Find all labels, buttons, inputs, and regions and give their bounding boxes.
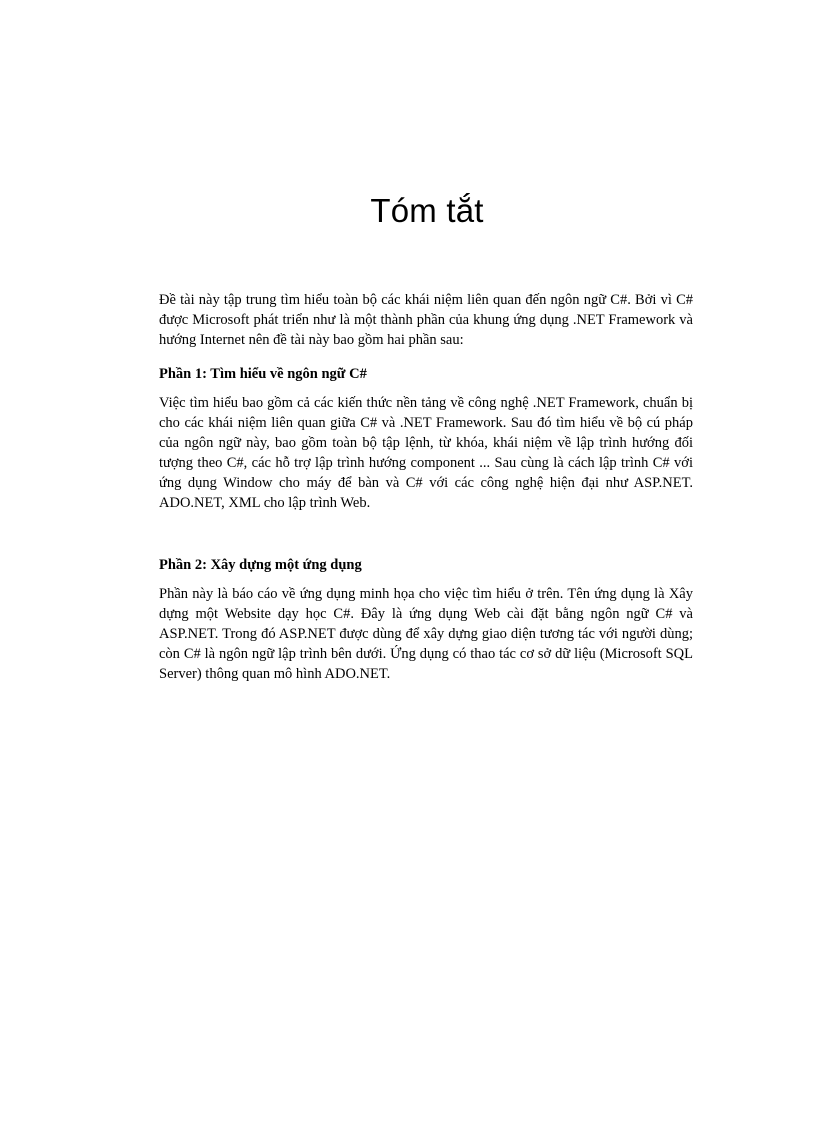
document-body: [159, 290, 693, 684]
page-title: Tóm tắt: [370, 192, 484, 229]
section-body-part-1: Việc tìm hiểu bao gồm cả các kiến thức nền tảng về công nghệ .NET Framework, chuẩn bị cho các khái niệm liên quan giữa C# và .NET Framework. Sau đó tìm hiểu về bộ cú pháp của ngôn ngữ này, bao gồm toàn bộ tập lệnh, từ khóa, khái niệm về lập trình hướng đối tượng theo C#, các hỗ trợ lập trình hướng component ... Sau cùng là cách lập trình C# với ứng dụng Window cho máy để bàn và C# với các công nghệ hiện đại như ASP.NET. ADO.NET, XML cho lập trình Web.: [159, 395, 693, 511]
intro-paragraph: Đề tài này tập trung tìm hiểu toàn bộ các khái niệm liên quan đến ngôn ngữ C#. Bởi vì C# được Microsoft phát triển như là một thành phần của khung ứng dụng .NET Framework và hướng Internet nên đề tài này bao gồm hai phần sau:: [159, 292, 693, 348]
section-body-part-2: Phần này là báo cáo về ứng dụng minh họa cho việc tìm hiểu ở trên. Tên ứng dụng là Xây dựng một Website dạy học C#. Đây là ứng dụng Web cài đặt bằng ngôn ngữ C# và ASP.NET. Trong đó ASP.NET được dùng để xây dựng giao diện tương tác với người dùng; còn C# là ngôn ngữ lập trình bên dưới. Ứng dụng có thao tác cơ sở dữ liệu (Microsoft SQL Server) thông quan mô hình ADO.NET.: [159, 586, 693, 682]
section-spacer: [159, 513, 693, 555]
section-heading-part-1: Phần 1: Tìm hiểu về ngôn ngữ C#: [159, 366, 367, 382]
section-heading-part-2: Phần 2: Xây dựng một ứng dụng: [159, 557, 362, 573]
